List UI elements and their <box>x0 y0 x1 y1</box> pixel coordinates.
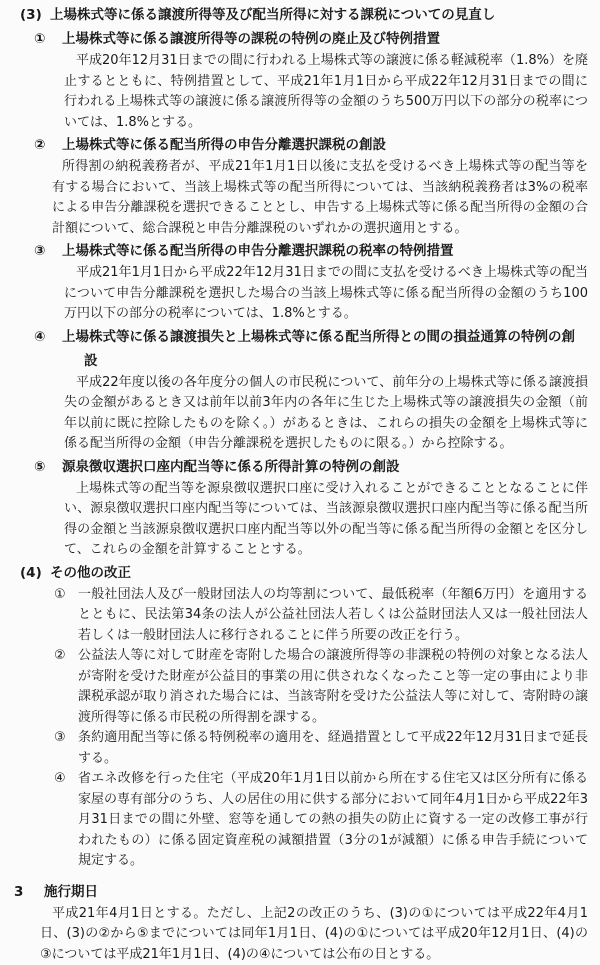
item-3-4-number: ④ <box>34 325 62 349</box>
section-4-title: その他の改正 <box>50 565 131 581</box>
item-3-2-title: 上場株式等に係る配当所得の申告分離選択課税の創設 <box>62 137 386 153</box>
item-4-4 <box>14 769 588 872</box>
item-4-3-number: ③ <box>54 728 78 769</box>
item-3-4-body: 平成22年度以後の各年度分の個人の市民税について、前年分の上場株式等に係る譲渡損失の金額があるとき又は前年以前3年内の各年に生じた上場株式等の譲渡損失の金額（前年以前に既に控除したものを除く。）があるときは、これらの損失の金額を上場株式等に係る配当所得の金額（申告分離課税を選択したものに限る。）から控除する。 <box>14 373 588 455</box>
item-3-2-body: 所得割の納税義務者が、平成21年1月1日以後に支払を受けるべき上場株式等の配当等を有する場合において、当該上場株式等の配当所得については、当該納税義務者は3%の税率による申告分離課税を選択できることとし、申告する上場株式等に係る配当所得の金額の合計額について、総合課税と申告分離課税のいずれかの選択適用とする。 <box>14 157 588 239</box>
item-3-1-number: ① <box>34 27 62 51</box>
item-3-4-title: 上場株式等に係る譲渡損失と上場株式等に係る配当所得との間の損益通算の特例の創 <box>62 329 575 345</box>
item-4-1-body: 一般社団法人及び一般財団法人の均等割について、最低税率（年額6万円）を適用するとともに、民法第34条の法人が公益社団法人若しくは公益財団法人又は一般社団法人若しくは一般財団法人に移行されることに伴う所要の改正を行う。 <box>78 585 588 647</box>
item-4-4-number: ④ <box>54 769 78 872</box>
item-4-2-body: 公益法人等に対して財産を寄附した場合の譲渡所得等の非課税の特例の対象となる法人が寄附を受けた財産が公益目的事業の用に供されなくなったこと等一定の事由により非課税承認が取り消された場合には、当該寄附を受けた公益法人等に対して、寄附時の譲渡所得等に係る市民税の所得割を課する。 <box>78 646 588 728</box>
item-3-1-heading <box>14 27 588 51</box>
item-3-4-title-continued: 設 <box>34 349 588 373</box>
effective-date-number: 3 <box>14 880 44 904</box>
effective-date-title: 施行期日 <box>44 884 98 900</box>
item-4-1-number: ① <box>54 585 78 647</box>
item-3-2-number: ② <box>34 133 62 157</box>
section-3-heading <box>14 3 588 27</box>
section-3-number: (3) <box>20 3 50 27</box>
item-4-2 <box>14 646 588 728</box>
item-3-5-heading <box>14 455 588 479</box>
item-3-5-body: 上場株式等の配当等を源泉徴収選択口座に受け入れることができることとなることに伴い、源泉徴収選択口座内配当等については、当該源泉徴収選択口座内配当等に係る配当所得の金額と当該源泉徴収選択口座内配当等以外の配当等に係る配当所得の金額とを区分して、これらの金額を計算することとする。 <box>14 479 588 561</box>
effective-date-heading <box>14 880 588 904</box>
item-3-4-heading <box>14 325 588 373</box>
item-3-3-number: ③ <box>34 239 62 263</box>
item-3-1-title: 上場株式等に係る譲渡所得等の課税の特例の廃止及び特例措置 <box>62 31 440 47</box>
item-4-3 <box>14 728 588 769</box>
item-3-3-body: 平成21年1月1日から平成22年12月31日までの間に支払を受けるべき上場株式等の配当について申告分離課税を選択した場合の当該上場株式等に係る配当所得の金額のうち100万円以下の部分の税率については、1.8%とする。 <box>14 263 588 325</box>
item-3-3-title: 上場株式等に係る配当所得の申告分離選択課税の税率の特例措置 <box>62 243 454 259</box>
item-4-2-number: ② <box>54 646 78 728</box>
item-4-4-body: 省エネ改修を行った住宅（平成20年1月1日以前から所在する住宅又は区分所有に係る家屋の専有部分のうち、人の居住の用に供する部分において同年4月1日から平成22年3月31日までの間に外壁、窓等を通しての熱の損失の防止に資する一定の改修工事が行われたもの）に係る固定資産税の減額措置（3分の1が減額）に係る申告手続について規定する。 <box>78 769 588 872</box>
item-3-3-heading <box>14 239 588 263</box>
item-3-5-number: ⑤ <box>34 455 62 479</box>
section-4-heading <box>14 561 588 585</box>
item-4-1 <box>14 585 588 647</box>
section-3-title: 上場株式等に係る譲渡所得等及び配当所得に対する課税についての見直し <box>50 7 495 23</box>
item-3-1-body: 平成20年12月31日までの間に行われる上場株式等の譲渡に係る軽減税率（1.8%）を廃止するとともに、特例措置として、平成21年1月1日から平成22年12月31日までの間に行われる上場株式等の譲渡に係る譲渡所得等の金額のうち500万円以下の部分の税率については、1.8%とする。 <box>14 51 588 133</box>
item-4-3-body: 条約適用配当等に係る特例税率の適用を、経過措置として平成22年12月31日まで延長する。 <box>78 728 588 769</box>
effective-date-body: 平成21年4月1日とする。ただし、上記2の改正のうち、(3)の①については平成22年4月1日、(3)の②から⑤までについては同年1月1日、(4)の①については平成20年12月1日、(4)の③については平成21年1月1日、(4)の④については公布の日とする。 <box>14 904 588 965</box>
item-3-2-heading <box>14 133 588 157</box>
section-4-number: (4) <box>20 561 50 585</box>
item-3-5-title: 源泉徴収選択口座内配当等に係る所得計算の特例の創設 <box>62 459 400 475</box>
